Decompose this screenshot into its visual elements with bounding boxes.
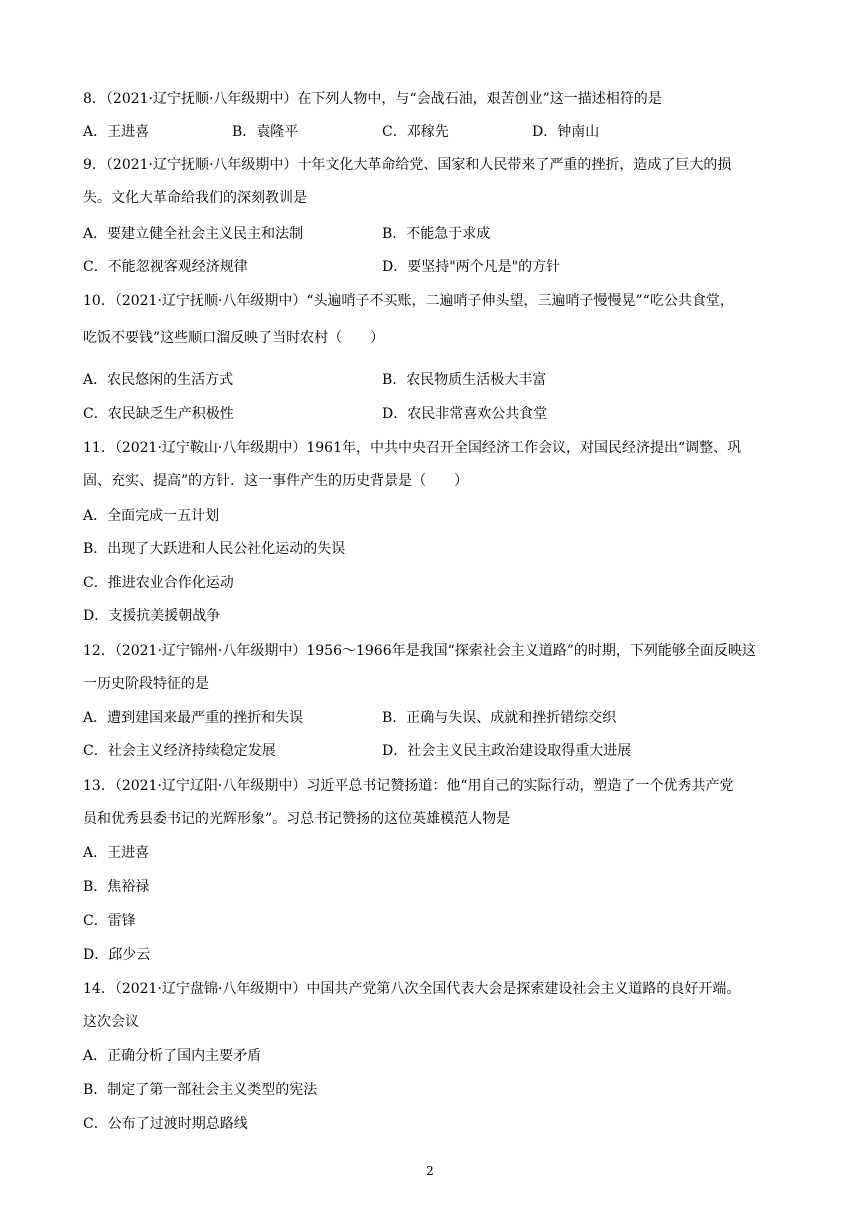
question-9-option-d: D．要坚持"两个凡是"的方针 (382, 259, 561, 275)
question-8-option-b: B．袁隆平 (232, 124, 299, 140)
question-9-option-c: C．不能忽视客观经济规律 (83, 259, 248, 275)
question-9-stem-line2: 失。文化大革命给我们的深刻教训是 (83, 190, 307, 206)
question-10-stem-line2: 吃饭不要钱”这些顺口溜反映了当时农村（ ） (83, 330, 385, 346)
question-10-option-c: C．农民缺乏生产积极性 (83, 406, 234, 422)
question-10-stem-line1: 10．（2021·辽宁抚顺·八年级期中）“头遍哨子不买账，二遍哨子伸头望，三遍哨子慢慢晃”“吃公共食堂， (83, 293, 734, 309)
question-11-option-d: D．支援抗美援朝战争 (83, 608, 221, 624)
question-13-option-d: D．邱少云 (83, 947, 151, 963)
question-13-option-b: B．焦裕禄 (83, 879, 150, 895)
question-14-stem-line2: 这次会议 (83, 1014, 139, 1030)
question-11-option-c: C．推进农业合作化运动 (83, 575, 234, 591)
question-12-option-d: D．社会主义民主政治建设取得重大进展 (382, 743, 632, 759)
question-11-option-a: A．全面完成一五计划 (83, 508, 220, 524)
question-13-stem-line1: 13．（2021·辽宁辽阳·八年级期中）习近平总书记赞扬道：他“用自己的实际行动，塑造了一个优秀共产党 (83, 778, 734, 794)
question-13-option-a: A．王进喜 (83, 845, 150, 861)
question-10-option-b: B．农民物质生活极大丰富 (382, 372, 547, 388)
question-13-stem-line2: 员和优秀县委书记的光辉形象”。习总书记赞扬的这位英雄模范人物是 (83, 811, 511, 827)
question-8-stem: 8．（2021·辽宁抚顺·八年级期中）在下列人物中，与“会战石油，艰苦创业”这一描述相符的是 (83, 91, 662, 107)
question-12-option-c: C．社会主义经济持续稳定发展 (83, 743, 276, 759)
question-14-option-b: B．制定了第一部社会主义类型的宪法 (83, 1082, 318, 1098)
question-8-option-a: A．王进喜 (83, 124, 150, 140)
question-11-stem-line2: 固、充实、提高”的方针．这一事件产生的历史背景是（ ） (83, 473, 469, 489)
question-8-option-d: D．钟南山 (532, 124, 600, 140)
page-number: 2 (426, 1164, 434, 1178)
question-12-option-b: B．正确与失误、成就和挫折错综交织 (382, 710, 617, 726)
question-12-stem-line2: 一历史阶段特征的是 (83, 676, 209, 692)
question-12-option-a: A．遭到建国来最严重的挫折和失误 (83, 710, 304, 726)
question-14-stem-line1: 14．（2021·辽宁盘锦·八年级期中）中国共产党第八次全国代表大会是探索建设社会主义道路的良好开端。 (83, 981, 741, 997)
question-11-stem-line1: 11．（2021·辽宁鞍山·八年级期中）1961年，中共中央召开全国经济工作会议，对国民经济提出“调整、巩 (83, 440, 742, 456)
question-9-option-a: A．要建立健全社会主义民主和法制 (83, 226, 304, 242)
question-10-option-a: A．农民悠闲的生活方式 (83, 372, 234, 388)
question-9-stem-line1: 9．（2021·辽宁抚顺·八年级期中）十年文化大革命给党、国家和人民带来了严重的挫折，造成了巨大的损 (83, 157, 732, 173)
question-11-option-b: B．出现了大跃进和人民公社化运动的失误 (83, 541, 346, 557)
question-14-option-a: A．正确分析了国内主要矛盾 (83, 1048, 262, 1064)
question-14-option-c: C．公布了过渡时期总路线 (83, 1116, 248, 1132)
question-8-option-c: C．邓稼先 (382, 124, 449, 140)
question-9-option-b: B．不能急于求成 (382, 226, 491, 242)
question-12-stem-line1: 12．（2021·辽宁锦州·八年级期中）1956～1966年是我国“探索社会主义道路”的时期，下列能够全面反映这 (83, 643, 756, 659)
question-10-option-d: D．农民非常喜欢公共食堂 (382, 406, 548, 422)
question-13-option-c: C．雷锋 (83, 913, 136, 929)
